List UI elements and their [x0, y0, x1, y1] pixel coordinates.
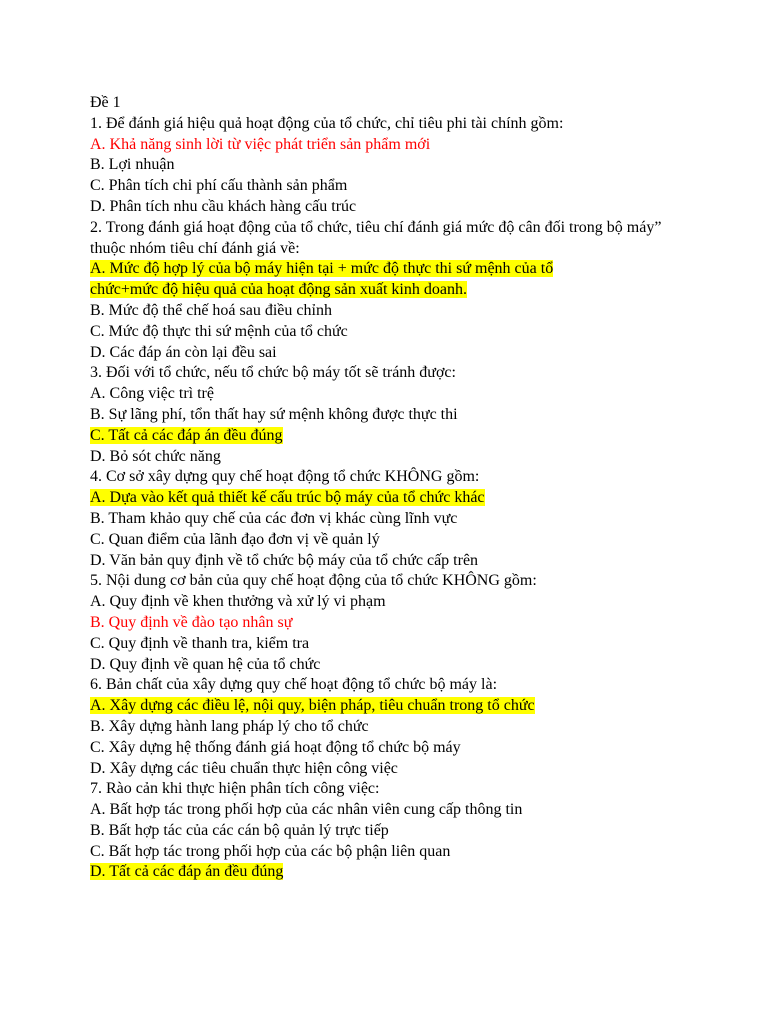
answer-option: C. Quy định về thanh tra, kiểm tra	[90, 634, 310, 652]
answer-option-highlighted: A. Dựa vào kết quả thiết kế cấu trúc bộ máy của tổ chức khác	[90, 489, 485, 507]
answer-option: D. Bỏ sót chức năng	[90, 447, 221, 465]
answer-option: B. Bất hợp tác của các cán bộ quản lý trực tiếp	[90, 821, 389, 839]
answer-option: D. Xây dựng các tiêu chuẩn thực hiện công việc	[90, 759, 398, 777]
question-text: 7. Rào cản khi thực hiện phân tích công việc:	[90, 780, 380, 798]
answer-option: C. Quan điểm của lãnh đạo đơn vị về quản lý	[90, 530, 380, 548]
answer-option-correct: B. Quy định về đào tạo nhân sự	[90, 613, 293, 631]
answer-option: B. Mức độ thể chế hoá sau điều chỉnh	[90, 301, 332, 319]
answer-option: C. Mức độ thực thi sứ mệnh của tổ chức	[90, 322, 348, 340]
question-text: 3. Đối với tổ chức, nếu tổ chức bộ máy tốt sẽ tránh được:	[90, 364, 456, 382]
answer-option: D. Các đáp án còn lại đều sai	[90, 343, 277, 361]
answer-option: B. Sự lãng phí, tổn thất hay sứ mệnh không được thực thi	[90, 405, 458, 423]
answer-option: D. Phân tích nhu cầu khách hàng cấu trúc	[90, 197, 357, 215]
answer-option: C. Bất hợp tác trong phối hợp của các bộ phận liên quan	[90, 842, 451, 860]
question-text: 4. Cơ sở xây dựng quy chế hoạt động tổ chức KHÔNG gồm:	[90, 468, 480, 486]
answer-option-highlighted: D. Tất cả các đáp án đều đúng	[90, 863, 284, 881]
answer-option-highlighted: A. Mức độ hợp lý của bộ máy hiện tại + mức độ thực thi sứ mệnh của tổ	[90, 260, 554, 278]
answer-option: D. Văn bản quy định về tổ chức bộ máy của tổ chức cấp trên	[90, 551, 479, 569]
answer-option: C. Xây dựng hệ thống đánh giá hoạt động tổ chức bộ máy	[90, 738, 461, 756]
answer-option-highlighted-continued: chức+mức độ hiệu quả của hoạt động sản xuất kinh doanh.	[90, 281, 467, 299]
question-text: 1. Để đánh giá hiệu quả hoạt động của tổ chức, chỉ tiêu phi tài chính gồm:	[90, 114, 564, 132]
answer-option: A. Công việc trì trệ	[90, 385, 214, 403]
answer-option-correct: A. Khả năng sinh lời từ việc phát triển sản phẩm mới	[90, 135, 431, 153]
document-body	[90, 93, 720, 883]
answer-option: A. Bất hợp tác trong phối hợp của các nhân viên cung cấp thông tin	[90, 801, 523, 819]
document-title: Đề 1	[90, 94, 121, 111]
answer-option: B. Tham khảo quy chế của các đơn vị khác cùng lĩnh vực	[90, 509, 458, 527]
question-text: 2. Trong đánh giá hoạt động của tổ chức, tiêu chí đánh giá mức độ cân đối trong bộ máy”	[90, 218, 662, 236]
question-text: 6. Bản chất của xây dựng quy chế hoạt động tổ chức bộ máy là:	[90, 676, 498, 694]
answer-option: C. Phân tích chi phí cấu thành sản phẩm	[90, 177, 348, 195]
answer-option: B. Lợi nhuận	[90, 156, 175, 174]
question-text-continued: thuộc nhóm tiêu chí đánh giá về:	[90, 239, 300, 257]
answer-option: B. Xây dựng hành lang pháp lý cho tổ chức	[90, 717, 369, 735]
answer-option-highlighted: A. Xây dựng các điều lệ, nội quy, biện pháp, tiêu chuẩn trong tổ chức	[90, 697, 535, 715]
question-text: 5. Nội dung cơ bản của quy chế hoạt động của tổ chức KHÔNG gồm:	[90, 572, 537, 590]
answer-option: A. Quy định về khen thưởng và xử lý vi phạm	[90, 593, 386, 611]
answer-option-highlighted: C. Tất cả các đáp án đều đúng	[90, 426, 283, 444]
answer-option: D. Quy định về quan hệ của tổ chức	[90, 655, 321, 673]
